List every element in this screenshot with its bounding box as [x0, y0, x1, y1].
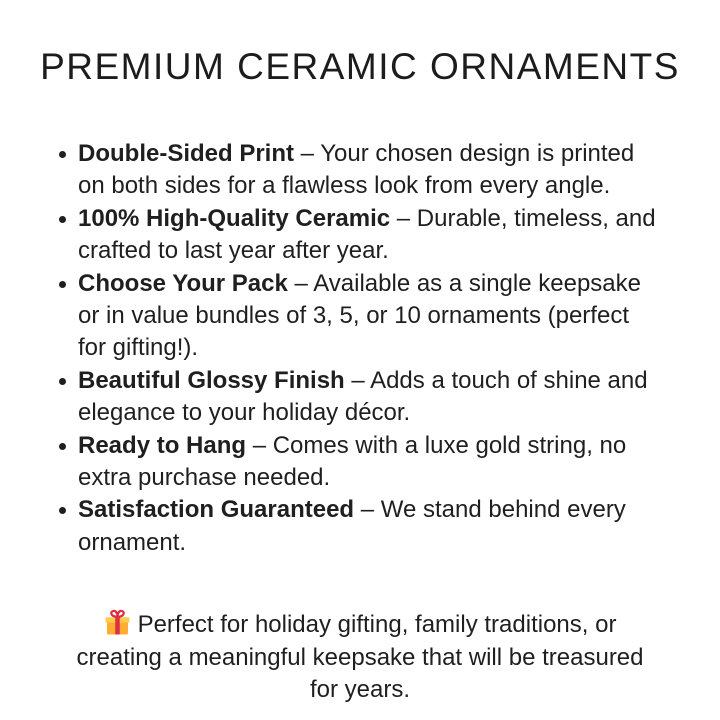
- feature-item: [78, 203, 670, 268]
- feature-item: [78, 494, 670, 559]
- feature-item: [78, 430, 670, 495]
- gift-bow-shape: [111, 611, 123, 617]
- feature-item: [78, 365, 670, 430]
- feature-label: Ready to Hang: [78, 431, 253, 459]
- feature-item: [78, 268, 670, 365]
- page-title: PREMIUM CERAMIC ORNAMENTS: [40, 46, 680, 87]
- feature-label: Beautiful Glossy Finish: [78, 366, 352, 394]
- footer-text: Perfect for holiday gifting, family traditions, or creating a meaningful keepsake that will be treasured for years.: [76, 611, 644, 704]
- feature-description: – Durable, timeless, and crafted to last year after year.: [78, 204, 656, 265]
- feature-label: 100% High-Quality Ceramic: [78, 204, 397, 232]
- feature-description: – We stand behind every ornament.: [78, 496, 626, 556]
- feature-label: Double-Sided Print: [78, 140, 301, 167]
- feature-label: Choose Your Pack: [78, 269, 295, 297]
- footer-note: [0, 609, 720, 706]
- feature-description: – Your chosen design is printed on both sides for a flawless look from every angle.: [78, 140, 635, 200]
- feature-description: – Adds a touch of shine and elegance to your holiday décor.: [78, 366, 648, 427]
- feature-item: [78, 138, 670, 203]
- gift-icon: [104, 609, 131, 636]
- feature-label: Satisfaction Guaranteed: [78, 496, 361, 524]
- feature-description: – Available as a single keepsake or in value bundles of 3, 5, or 10 ornaments (perfect for gifting!).: [78, 269, 641, 362]
- gift-ribbon-shape: [115, 618, 120, 635]
- feature-list: [0, 138, 720, 559]
- feature-description: – Comes with a luxe gold string, no extra purchase needed.: [78, 431, 627, 492]
